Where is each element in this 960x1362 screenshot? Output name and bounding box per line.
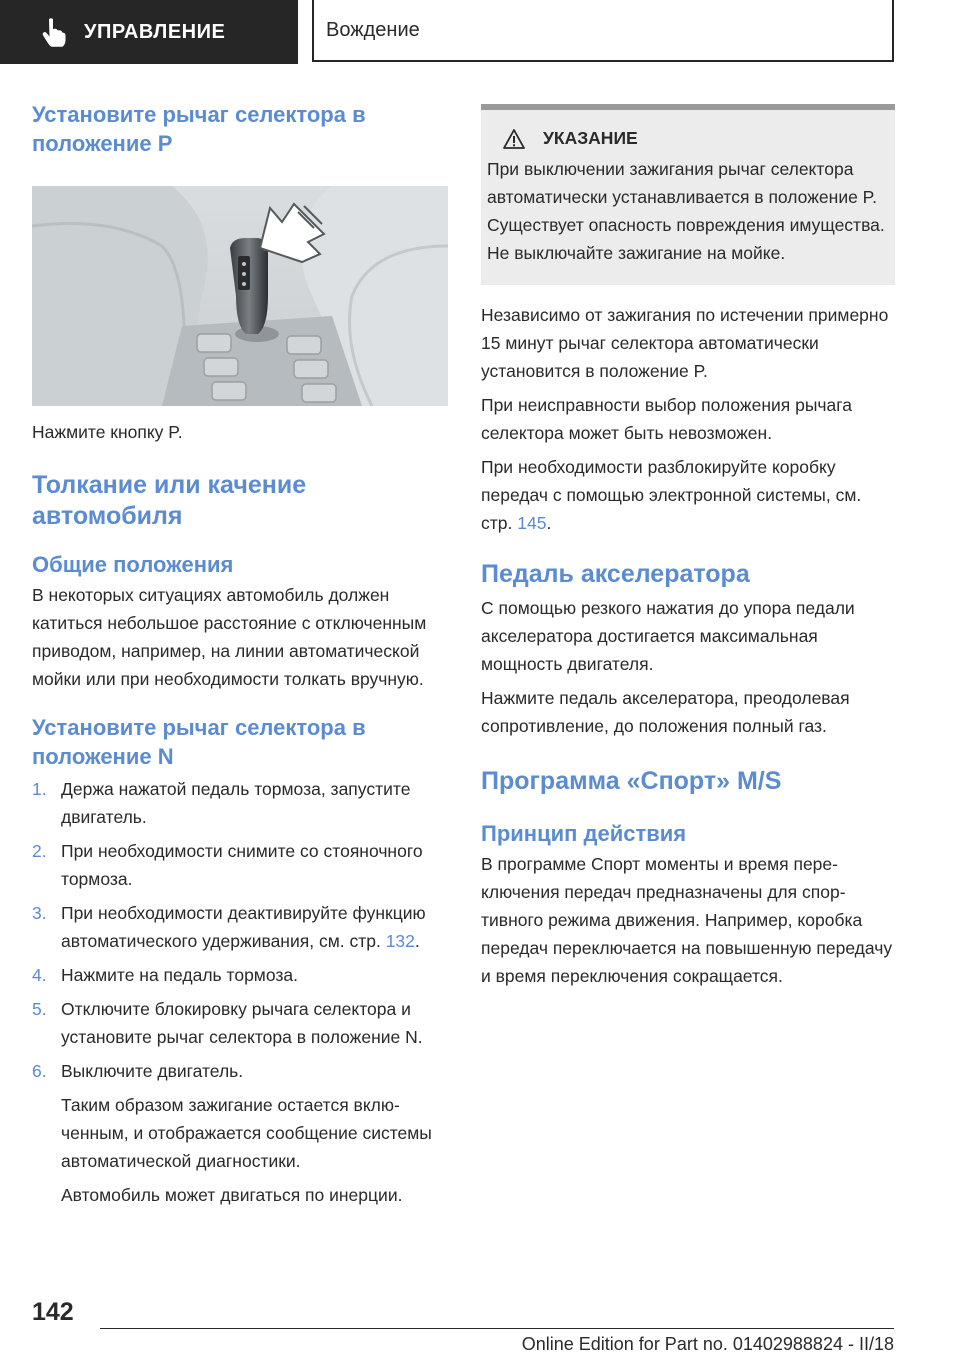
- step-note: Таким образом зажигание остается включенным, и отображается сообщение системы автоматической диагностики.: [61, 1095, 432, 1171]
- step-number: 5.: [32, 999, 47, 1019]
- hand-pointer-icon: [40, 17, 66, 47]
- list-item: [32, 995, 448, 1051]
- heading-general: Общие положения: [32, 552, 234, 577]
- warning-header: [503, 128, 887, 149]
- chapter-label: УПРАВЛЕНИЕ: [84, 20, 226, 43]
- step-text: Держа нажатой педаль тормоза, запустите двигатель.: [61, 779, 411, 827]
- paragraph-unlock: При необходимости разблокируйте коробку передач с помощью электронной системы, см. стр. 145.: [481, 457, 862, 533]
- paragraph-accel-2: Нажмите педаль акселератора, преодолевая сопротивление, до положения полный газ.: [481, 688, 850, 736]
- edition-footer: Online Edition for Part no. 01402988824 - II/18: [521, 1334, 894, 1354]
- heading-selector-n: Установите рычаг селектора в положение N: [32, 715, 366, 769]
- page-link-145[interactable]: 145: [517, 513, 547, 533]
- step-note: Автомобиль может двигаться по инерции.: [61, 1185, 403, 1205]
- figure-caption: Нажмите кнопку P.: [32, 422, 183, 442]
- paragraph-auto-p: Независимо от зажигания по истечении примерно 15 минут рычаг селектора автоматически установится в положение P.: [481, 305, 889, 381]
- list-item: [32, 1057, 448, 1209]
- page-link-132[interactable]: 132: [385, 931, 415, 951]
- heading-pushing: Толкание или качение автомобиля: [32, 471, 307, 530]
- step-number: 3.: [32, 903, 47, 923]
- paragraph-malfunction: При неисправности выбор положения рычага селектора может быть невозможен.: [481, 395, 853, 443]
- section-box: [312, 0, 894, 62]
- page-number: 142: [32, 1298, 74, 1326]
- warning-title: УКАЗАНИЕ: [543, 128, 638, 148]
- paragraph-accel-1: С помощью резкого нажатия до упора педали акселератора достигается максимальная мощность двигателя.: [481, 598, 855, 674]
- warning-triangle-icon: [503, 129, 525, 149]
- steps-list: [32, 775, 448, 1209]
- heading-selector-p: Установите рычаг селектора в положение P: [32, 102, 366, 156]
- list-item: [32, 961, 448, 989]
- warning-text: При выключении зажигания рычаг селектора автоматически устанавливается в положение P. Существует опасность повреждения имущества. Не выключайте зажигание на мойке.: [487, 159, 885, 263]
- step-text: Выключите двигатель.: [61, 1061, 244, 1081]
- step-number: 4.: [32, 965, 47, 985]
- gear-selector-figure: [32, 186, 448, 406]
- chapter-tab: [0, 0, 298, 64]
- paragraph-principle: В программе Спорт моменты и время переключения передач предназначены для спортивного режима движения. Например, коробка передач переключается на повышенную передачу и время переключения сокращается.: [481, 854, 893, 986]
- list-item: [32, 775, 448, 831]
- footer-divider: [100, 1328, 894, 1329]
- step-number: 2.: [32, 841, 47, 861]
- page-header: [0, 0, 960, 66]
- left-column: [32, 100, 448, 1215]
- gear-selector-illustration: [32, 186, 448, 406]
- general-paragraph: В некоторых ситуациях автомобиль должен катиться небольшое расстояние с отключенным приводом, например, на линии автоматической мойки или при необходимости толкать вручную.: [32, 585, 427, 689]
- list-item: [32, 899, 448, 955]
- heading-accelerator: Педаль акселератора: [481, 560, 750, 588]
- right-column: [481, 104, 895, 996]
- step-text: Нажмите на педаль тормоза.: [61, 965, 298, 985]
- step-number: 1.: [32, 779, 47, 799]
- step-text: Отключите блокировку рычага селектора и установите рычаг селектора в положение N.: [61, 999, 423, 1047]
- list-item: [32, 837, 448, 893]
- step-text: При необходимости деактивируйте функцию автоматического удерживания, см. стр. 132.: [61, 903, 426, 951]
- heading-principle: Принцип действия: [481, 821, 687, 846]
- warning-box: [481, 104, 895, 285]
- heading-sport-program: Программа «Спорт» M/S: [481, 767, 782, 795]
- step-number: 6.: [32, 1061, 47, 1081]
- section-label: Вождение: [326, 18, 420, 41]
- step-text: При необходимости снимите со стояночного тормоза.: [61, 841, 423, 889]
